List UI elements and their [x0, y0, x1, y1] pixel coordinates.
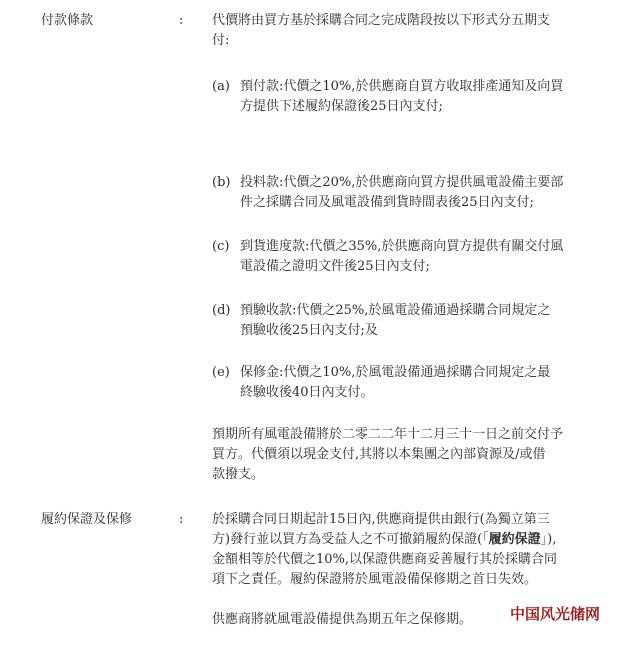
intro-line: 代價將由買方基於採購合同之完成階段按以下形式分五期支 — [212, 13, 551, 28]
item-c-letter: (c) — [212, 239, 230, 254]
warranty-line: 於採購合同日期起計15日內,供應商提供由銀行(為獨立第三 — [212, 512, 550, 527]
item-line: 預付款:代價之10%,於供應商自買方收取排產通知及向買 — [240, 79, 564, 94]
item-d-letter: (d) — [212, 303, 231, 318]
warranty-line — [212, 530, 592, 550]
item-line: 件之採購合同及風電設備到貨時間表後25日內支付; — [240, 195, 534, 210]
item-line: 投料款:代價之20%,於供應商向買方提供風電設備主要部 — [240, 175, 564, 190]
warranty-paragraph — [212, 510, 592, 590]
item-e-text — [240, 363, 592, 403]
item-line: 保修金:代價之10%,於風電設備通過採購合同規定之最 — [240, 365, 551, 380]
intro-line: 付: — [212, 33, 230, 48]
watermark: 中国风光储网 — [509, 605, 600, 623]
item-b-letter: (b) — [212, 175, 231, 190]
warranty-line: 項下之責任。履約保證將於風電設備保修期之首日失效。 — [212, 572, 538, 587]
payment-terms-label: 付款條款 — [41, 13, 94, 28]
warranty-colon: : — [179, 512, 184, 527]
warranty-line-text: 方)發行並以買方為受益人之不可撤銷履約保證(「 — [212, 532, 489, 547]
item-line: 終驗收後40日內支付。 — [240, 385, 374, 400]
warranty-line: 金額相等於代價之10%,以保證供應商妥善履行其於採購合同 — [212, 552, 558, 567]
item-line: 方提供下述履約保證後25日內支付; — [240, 99, 443, 114]
payment-terms-closing — [212, 425, 592, 485]
performance-guarantee-term: 履約保證 — [488, 532, 541, 547]
item-line: 預驗收後25日內支付;及 — [240, 323, 378, 338]
warranty-period-line: 供應商將就風電設備提供為期五年之保修期。 — [212, 612, 473, 627]
item-a-letter: (a) — [212, 79, 230, 94]
warranty-line-text: 」), — [540, 532, 557, 547]
item-c-text — [240, 237, 592, 277]
item-line: 到貨進度款:代價之35%,於供應商向買方提供有關交付風 — [240, 239, 564, 254]
item-d-text — [240, 301, 592, 341]
item-line: 電設備之證明文件後25日內支付; — [240, 259, 430, 274]
item-b-text — [240, 173, 592, 213]
item-e-letter: (e) — [212, 365, 230, 380]
item-a-text — [240, 77, 592, 117]
closing-line: 預期所有風電設備將於二零二二年十二月三十一日之前交付予 — [212, 427, 564, 442]
item-line: 預驗收款:代價之25%,於風電設備通過採購合同規定之 — [240, 303, 551, 318]
warranty-label: 履約保證及保修 — [41, 512, 133, 527]
payment-terms-colon: : — [179, 13, 184, 28]
payment-terms-intro — [212, 11, 592, 51]
closing-line: 款撥支。 — [212, 467, 265, 482]
closing-line: 買方。代價須以現金支付,其將以本集團之內部資源及/或借 — [212, 447, 546, 462]
